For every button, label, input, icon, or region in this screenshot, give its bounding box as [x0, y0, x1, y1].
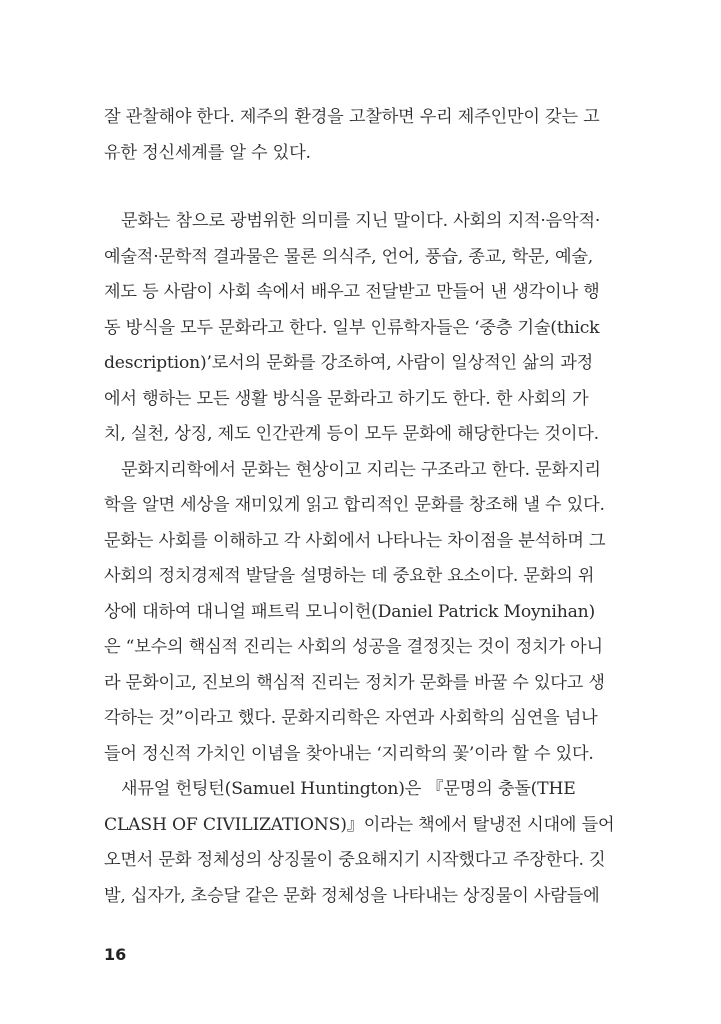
- text-line: 오면서 문화 정체성의 상징물이 중요해지기 시작했다고 주장한다. 깃: [104, 850, 606, 870]
- text-line: 은 “보수의 핵심적 진리는 사회의 성공을 결정짓는 것이 정치가 아니: [104, 637, 603, 657]
- text-line: 유한 정신세계를 알 수 있다.: [104, 142, 311, 163]
- text-line: 각하는 것”이라고 했다. 문화지리학은 자연과 사회학의 심연을 넘나: [104, 708, 598, 728]
- text-line: 상에 대하여 대니얼 패트릭 모니이헌(Daniel Patrick Moynihan): [104, 601, 596, 622]
- text-line: 잘 관찰해야 한다. 제주의 환경을 고찰하면 우리 제주인만이 갖는 고: [104, 107, 600, 127]
- text-line: 예술적·문학적 결과물은 물론 의식주, 언어, 풍습, 종교, 학문, 예술,: [104, 246, 594, 267]
- text-line: 문화는 참으로 광범위한 의미를 지닌 말이다. 사회의 지적·음악적·: [121, 211, 601, 231]
- text-line: 학을 알면 세상을 재미있게 읽고 합리적인 문화를 창조해 낼 수 있다.: [104, 495, 605, 515]
- text-line: 치, 실천, 상징, 제도 인간관계 등이 모두 문화에 해당한다는 것이다.: [104, 424, 599, 444]
- text-line: 발, 십자가, 초승달 같은 문화 정체성을 나타내는 상징물이 사람들에: [104, 885, 600, 906]
- text-line: CLASH OF CIVILIZATIONS)』이라는 책에서 탈냉전 시대에 들어: [104, 814, 615, 835]
- paragraph-4: [104, 772, 615, 914]
- paragraph-3: [104, 453, 606, 773]
- page-number: 16: [104, 945, 127, 964]
- paragraph-2: [104, 204, 599, 453]
- text-line: 문화는 사회를 이해하고 각 사회에서 나타나는 차이점을 분석하며 그: [104, 530, 606, 551]
- text-line: 라 문화이고, 진보의 핵심적 진리는 정치가 문화를 바꿀 수 있다고 생: [104, 672, 605, 693]
- text-line: description)’로서의 문화를 강조하여, 사람이 일상적인 삶의 과정: [104, 353, 594, 373]
- text-line: 에서 행하는 모든 생활 방식을 문화라고 하기도 한다. 한 사회의 가: [104, 388, 589, 409]
- text-line: 동 방식을 모두 문화라고 한다. 일부 인류학자들은 ‘중층 기술(thick: [104, 317, 600, 338]
- body-text: [104, 204, 615, 914]
- text-line: 들어 정신적 가치인 이념을 찾아내는 ‘지리학의 꽃’이라 할 수 있다.: [104, 743, 594, 764]
- text-line: 문화지리학에서 문화는 현상이고 지리는 구조라고 한다. 문화지리: [121, 459, 601, 480]
- text-line: 새뮤얼 헌팅턴(Samuel Huntington)은 『문명의 충돌(THE: [121, 779, 576, 799]
- text-line: 제도 등 사람이 사회 속에서 배우고 전달받고 만들어 낸 생각이나 행: [104, 282, 600, 302]
- text-line: 사회의 정치경제적 발달을 설명하는 데 중요한 요소이다. 문화의 위: [104, 566, 595, 586]
- paragraph-1: [104, 100, 599, 171]
